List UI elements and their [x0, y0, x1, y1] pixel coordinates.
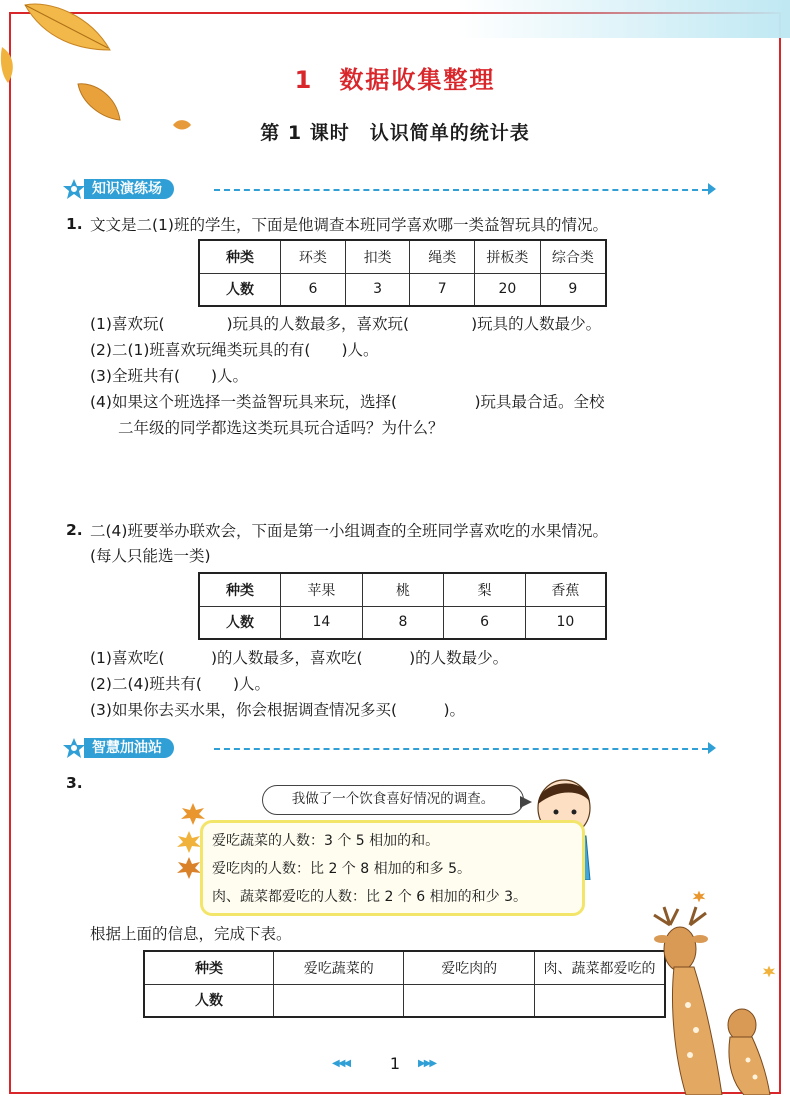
info-line: 肉、蔬菜都爱吃的人数：比 2 个 6 相加的和少 3。	[212, 889, 527, 905]
diet-stat-table	[143, 950, 666, 1018]
lesson-title: 第 1 课时 认识简单的统计表	[260, 122, 530, 144]
section-banner-practice	[62, 178, 174, 200]
table-cell: 桃	[362, 573, 444, 606]
table-cell: 人数	[199, 273, 281, 306]
chapter-title: 1 数据收集整理	[294, 66, 496, 94]
instruction-text: 根据上面的信息，完成下表。	[90, 925, 292, 943]
divider	[214, 189, 708, 191]
table-cell: 人数	[144, 984, 273, 1017]
maple-leaf-icon	[176, 856, 202, 880]
table-row	[144, 951, 665, 984]
sub-question: (3)如果你去买水果，你会根据调查情况多买( )。	[90, 701, 466, 719]
question-stem: (每人只能选一类)	[90, 547, 211, 565]
toy-stat-table	[198, 239, 607, 307]
table-cell: 梨	[444, 573, 526, 606]
table-row	[199, 273, 606, 306]
question-stem: 二(4)班要举办联欢会，下面是第一小组调查的全班同学喜欢吃的水果情况。	[90, 522, 608, 540]
table-cell: 种类	[199, 240, 281, 273]
table-row	[144, 984, 665, 1017]
sub-question: (4)如果这个班选择一类益智玩具来玩，选择( )玩具最合适。全校	[90, 393, 605, 411]
table-cell: 综合类	[540, 240, 606, 273]
question-number: 1.	[66, 215, 83, 233]
table-cell: 9	[540, 273, 606, 306]
table-row	[199, 240, 606, 273]
table-row	[199, 573, 606, 606]
table-cell: 6	[281, 273, 346, 306]
question-number: 3.	[66, 774, 83, 792]
next-page-icon: ▶▶▶	[418, 1058, 436, 1069]
table-cell: 7	[410, 273, 475, 306]
sub-question: (2)二(4)班共有( )人。	[90, 675, 271, 693]
sub-question: (1)喜欢吃( )的人数最多，喜欢吃( )的人数最少。	[90, 649, 509, 667]
top-decoration	[460, 0, 790, 38]
answer-cell[interactable]	[273, 984, 403, 1017]
table-row	[199, 606, 606, 639]
sub-question: 二年级的同学都选这类玩具玩合适吗？为什么？	[118, 419, 444, 437]
table-cell: 14	[281, 606, 363, 639]
arrow-icon	[708, 742, 716, 754]
table-cell: 香蕉	[525, 573, 606, 606]
table-cell: 种类	[144, 951, 273, 984]
sub-question: (1)喜欢玩( )玩具的人数最多，喜欢玩( )玩具的人数最少。	[90, 315, 602, 333]
answer-cell[interactable]	[404, 984, 534, 1017]
star-person-icon	[62, 178, 86, 200]
table-cell: 肉、蔬菜都爱吃的	[534, 951, 665, 984]
info-line: 爱吃肉的人数：比 2 个 8 相加的和多 5。	[212, 861, 471, 877]
table-cell: 种类	[199, 573, 281, 606]
table-cell: 拼板类	[475, 240, 541, 273]
maple-leaf-icon	[176, 830, 202, 854]
table-cell: 环类	[281, 240, 346, 273]
maple-leaf-icon	[692, 890, 706, 903]
question-number: 2.	[66, 521, 83, 539]
maple-leaf-icon	[180, 802, 206, 826]
table-cell: 人数	[199, 606, 281, 639]
prev-page-icon: ◀◀◀	[332, 1058, 350, 1069]
question-stem: 文文是二(1)班的学生，下面是他调查本班同学喜欢哪一类益智玩具的情况。	[90, 216, 608, 234]
star-person-icon	[62, 737, 86, 759]
section-banner-wisdom	[62, 737, 174, 759]
table-cell: 6	[444, 606, 526, 639]
divider	[214, 748, 708, 750]
table-cell: 20	[475, 273, 541, 306]
table-cell: 10	[525, 606, 606, 639]
maple-leaf-icon	[762, 965, 776, 978]
arrow-icon	[708, 183, 716, 195]
speech-bubble: 我做了一个饮食喜好情况的调查。	[262, 785, 524, 815]
table-cell: 爱吃蔬菜的	[273, 951, 403, 984]
leaf-icon	[20, 0, 115, 60]
section-label: 智慧加油站	[84, 738, 174, 758]
table-cell: 8	[362, 606, 444, 639]
info-line: 爱吃蔬菜的人数：3 个 5 相加的和。	[212, 833, 440, 849]
fruit-stat-table	[198, 572, 607, 640]
sub-question: (2)二(1)班喜欢玩绳类玩具的有( )人。	[90, 341, 379, 359]
section-label: 知识演练场	[84, 179, 174, 199]
sub-question: (3)全班共有( )人。	[90, 367, 249, 385]
table-cell: 爱吃肉的	[404, 951, 534, 984]
table-cell: 苹果	[281, 573, 363, 606]
table-cell: 绳类	[410, 240, 475, 273]
table-cell: 3	[345, 273, 410, 306]
table-cell: 扣类	[345, 240, 410, 273]
page-number: 1	[389, 1054, 401, 1073]
